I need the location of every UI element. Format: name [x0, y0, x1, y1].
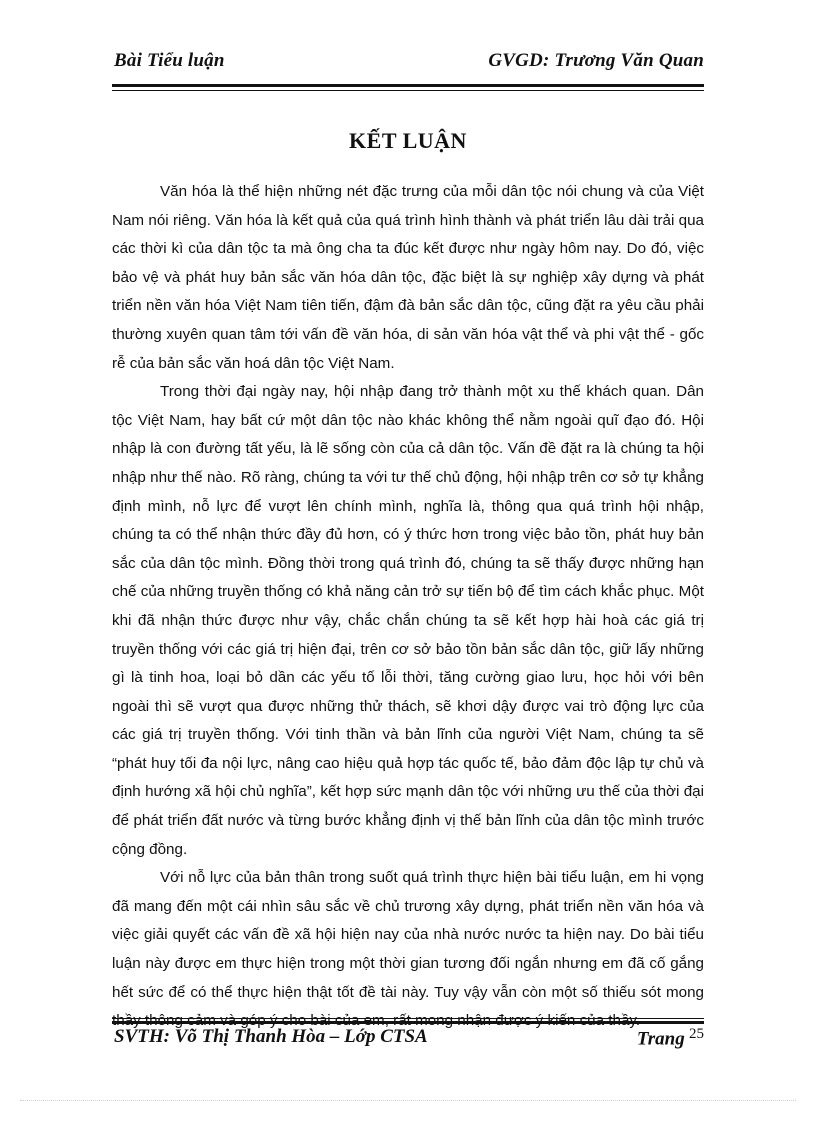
- page-footer: [112, 1024, 704, 1054]
- paragraph-2: Trong thời đại ngày nay, hội nhập đang trở thành một xu thế khách quan. Dân tộc Việt Nam, hay bất cứ một dân tộc nào khác không thể nằm ngoài quĩ đạo đó. Hội nhập là con đường tất yếu, là lẽ sống còn của cả dân tộc. Vấn đề đặt ra là chúng ta hội nhập như thế nào. Rõ ràng, chúng ta với tư thế chủ động, hội nhập trên cơ sở tự khẳng định mình, nỗ lực để vượt lên chính mình, nghĩa là, thông qua quá trình hội nhập, chúng ta có thể nhận thức đầy đủ hơn, có ý thức hơn trong việc bảo tồn, phát huy bản sắc của dân tộc mình. Đồng thời trong quá trình đó, chúng ta sẽ thấy được những hạn chế của những truyền thống có khả năng cản trở sự tiến bộ để tìm cách khắc phục. Một khi đã nhận thức được như vậy, chắc chắn chúng ta sẽ kết hợp hài hoà các giá trị truyền thống với các giá trị hiện đại, trên cơ sở bảo tồn bản sắc dân tộc, giữ lấy những gì là tinh hoa, loại bỏ dần các yếu tố lỗi thời, tăng cường giao lưu, học hỏi với bên ngoài thì sẽ vượt qua được những thử thách, sẽ khơi dậy được vai trò động lực của các giá trị truyền thống. Với tinh thần và bản lĩnh của người Việt Nam, chúng ta sẽ “phát huy tối đa nội lực, nâng cao hiệu quả hợp tác quốc tế, bảo đảm độc lập tự chủ và định hướng xã hội chủ nghĩa”, kết hợp sức mạnh dân tộc với những ưu thế của thời đại để phát triển đất nước và từng bước khẳng định vị thế bản lĩnh của dân tộc mình trước cộng đồng.: [112, 383, 704, 858]
- paragraph-3: Với nỗ lực của bản thân trong suốt quá trình thực hiện bài tiểu luận, em hi vọng đã mang đến một cái nhìn sâu sắc về chủ trương xây dựng, phát triển nền văn hóa và việc giải quyết các vấn đề xã hội hiện nay của nhà nước nước ta hiện nay. Do bài tiểu luận này được em thực hiện trong một thời gian tương đối ngắn nhưng em đã cố gắng hết sức để có thể thực hiện thật tốt đề tài này. Tuy vậy vẫn còn một số thiếu sót mong: [112, 869, 704, 1001]
- header-course-label: Bài Tiểu luận: [114, 50, 225, 71]
- page-header: [112, 44, 704, 84]
- footer-student-label: SVTH: Võ Thị Thanh Hòa – Lớp CTSA: [114, 1026, 428, 1047]
- header-rule-thin: [112, 90, 704, 91]
- footer-rule-thin: [112, 1018, 704, 1019]
- paragraph-1: Văn hóa là thể hiện những nét đặc trưng của mỗi dân tộc nói chung và của Việt Nam nói riêng. Văn hóa là kết quả của quá trình hình thành và phát triển lâu dài trải qua các thời kì của dân tộc ta mà ông cha ta đúc kết được như ngày hôm nay. Do đó, việc bảo vệ và phát huy bản sắc văn hóa dân tộc, đặc biệt là sự nghiệp xây dựng và phát triển nền văn hóa Việt Nam tiên tiến, đậm đà bản sắc dân tộc, cũng đặt ra yêu cầu phải thường xuyên quan tâm tới vấn đề văn hóa, di sản văn hóa vật thể và phi vật thể - gốc rễ của bản sắc văn hoá dân tộc Việt Nam.: [112, 183, 704, 372]
- header-instructor-label: GVGD: Trương Văn Quan: [488, 50, 704, 71]
- page-boundary-dots: [20, 1100, 796, 1101]
- page-number: 25: [689, 1026, 704, 1042]
- footer-page-indicator: [637, 1026, 704, 1051]
- page-label: Trang: [636, 1028, 685, 1050]
- document-body: [112, 178, 704, 1036]
- page-title: KẾT LUẬN: [349, 128, 467, 153]
- header-rule-thick: [112, 84, 704, 87]
